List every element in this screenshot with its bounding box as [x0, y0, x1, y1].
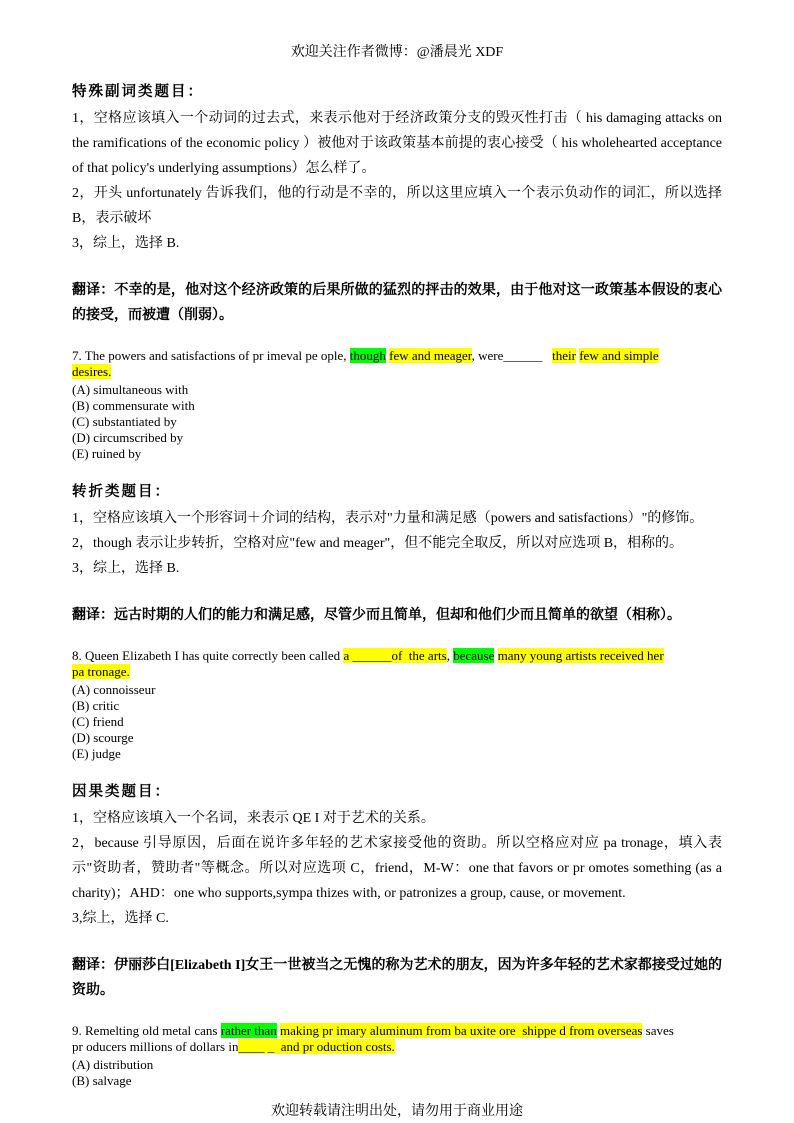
explanation-point: 1，空格应该填入一个动词的过去式，来表示他对于经济政策分支的毁灭性打击（ his damaging attacks on the ramifications of the economic policy ）被他对于该政策基本前提的衷心接受（ his wholehearted acceptance of that policy's underlying assumptions）怎么样了。 [72, 111, 722, 176]
options-list [72, 382, 722, 462]
question-segment: 9. Remelting old metal cans [72, 1023, 221, 1038]
explanation-point: 1，空格应该填入一个形容词＋介词的结构，表示对"力量和满足感（powers and satisfactions）"的修饰。 [72, 511, 704, 526]
question-segment: a ______of the arts [343, 648, 447, 663]
question-segment: few and meager [389, 348, 472, 363]
option-item: (B) commensurate with [72, 398, 195, 413]
translation-paragraph: 翻译：不幸的是，他对这个经济政策的后果所做的猛烈的抨击的效果，由于他对这一政策基本假设的衷心的接受，而被遭（削弱）。 [72, 283, 722, 323]
option-item: (C) substantiated by [72, 414, 177, 429]
option-item: (E) judge [72, 746, 121, 761]
section-contrast [72, 482, 722, 628]
explanation-point: 3，综上，选择 B. [72, 561, 180, 576]
question-segment: pa tronage. [72, 664, 130, 679]
question-segment: pr oducers millions of dollars in [72, 1039, 239, 1054]
translation-paragraph: 翻译：远古时期的人们的能力和满足感，尽管少而且简单，但却和他们少而且简单的欲望（相称）。 [72, 608, 681, 623]
question-segment: 8. Queen Elizabeth I has quite correctly been called [72, 648, 344, 663]
option-item: (D) circumscribed by [72, 430, 184, 445]
question-segment: desires. [72, 364, 112, 379]
explanation-point: 3,综上，选择 C. [72, 911, 169, 926]
question-segment: ____ _ and pr oduction costs. [238, 1039, 395, 1054]
section-heading: 因果类题目： [72, 784, 171, 800]
question-segment: their [552, 348, 576, 363]
explanation-point: 1，空格应该填入一个名词，来表示 QE I 对于艺术的关系。 [72, 811, 435, 826]
question-segment: few and simple [579, 348, 659, 363]
option-item: (E) ruined by [72, 446, 142, 461]
question-8 [72, 648, 722, 762]
question-segment: , were______ [471, 348, 553, 363]
option-item: (A) simultaneous with [72, 382, 189, 397]
option-item: (A) connoisseur [72, 682, 156, 697]
option-item: (D) scourge [72, 730, 134, 745]
option-item: (B) critic [72, 698, 120, 713]
question-segment: 7. The powers and satisfactions of pr imeval pe ople, [72, 348, 350, 363]
options-list [72, 682, 722, 762]
question-segment: making pr imary aluminum from ba uxite ore shippe d from overseas [279, 1023, 643, 1038]
option-item: (B) salvage [72, 1073, 132, 1088]
page-header: 欢迎关注作者微博：@潘晨光 XDF [290, 45, 504, 60]
options-list [72, 1057, 722, 1089]
question-9 [72, 1023, 722, 1089]
question-segment: though [349, 348, 386, 363]
question-text [72, 1023, 722, 1055]
explanation-point: 2，开头 unfortunately 告诉我们，他的行动是不幸的，所以这里应填入一个表示负动作的词汇，所以选择 B，表示破坏 [72, 186, 722, 226]
question-7 [72, 348, 722, 462]
explanation-point: 3，综上，选择 B. [72, 236, 180, 251]
question-segment: rather than [220, 1023, 277, 1038]
page-footer: 欢迎转载请注明出处，请勿用于商业用途 [271, 1104, 523, 1119]
question-segment: , [446, 648, 454, 663]
question-text [72, 348, 722, 380]
question-text [72, 648, 722, 680]
option-item: (A) distribution [72, 1057, 154, 1072]
section-causal [72, 782, 722, 1003]
section-heading: 转折类题目： [72, 484, 171, 500]
section-special-adverb [72, 82, 722, 328]
explanation-point: 2，because 引导原因，后面在说许多年轻的艺术家接受他的资助。所以空格应对应 pa tronage，填入表示"资助者，赞助者"等概念。所以对应选项 C，friend，M-W：one that favors or pr omotes something (as a charity)；AHD：one who supports,sympa thizes with, or patronizes a group, cause, or movement. [72, 836, 722, 901]
option-item: (C) friend [72, 714, 124, 729]
translation-paragraph: 翻译：伊丽莎白[Elizabeth I]女王一世被当之无愧的称为艺术的朋友，因为许多年轻的艺术家都接受过她的资助。 [72, 958, 722, 998]
question-segment: because [453, 648, 495, 663]
question-segment: saves [642, 1023, 674, 1038]
explanation-point: 2，though 表示让步转折，空格对应"few and meager"，但不能完全取反，所以对应选项 B，相称的。 [72, 536, 684, 551]
question-segment: many young artists received her [497, 648, 664, 663]
section-heading: 特殊副词类题目： [72, 84, 204, 100]
